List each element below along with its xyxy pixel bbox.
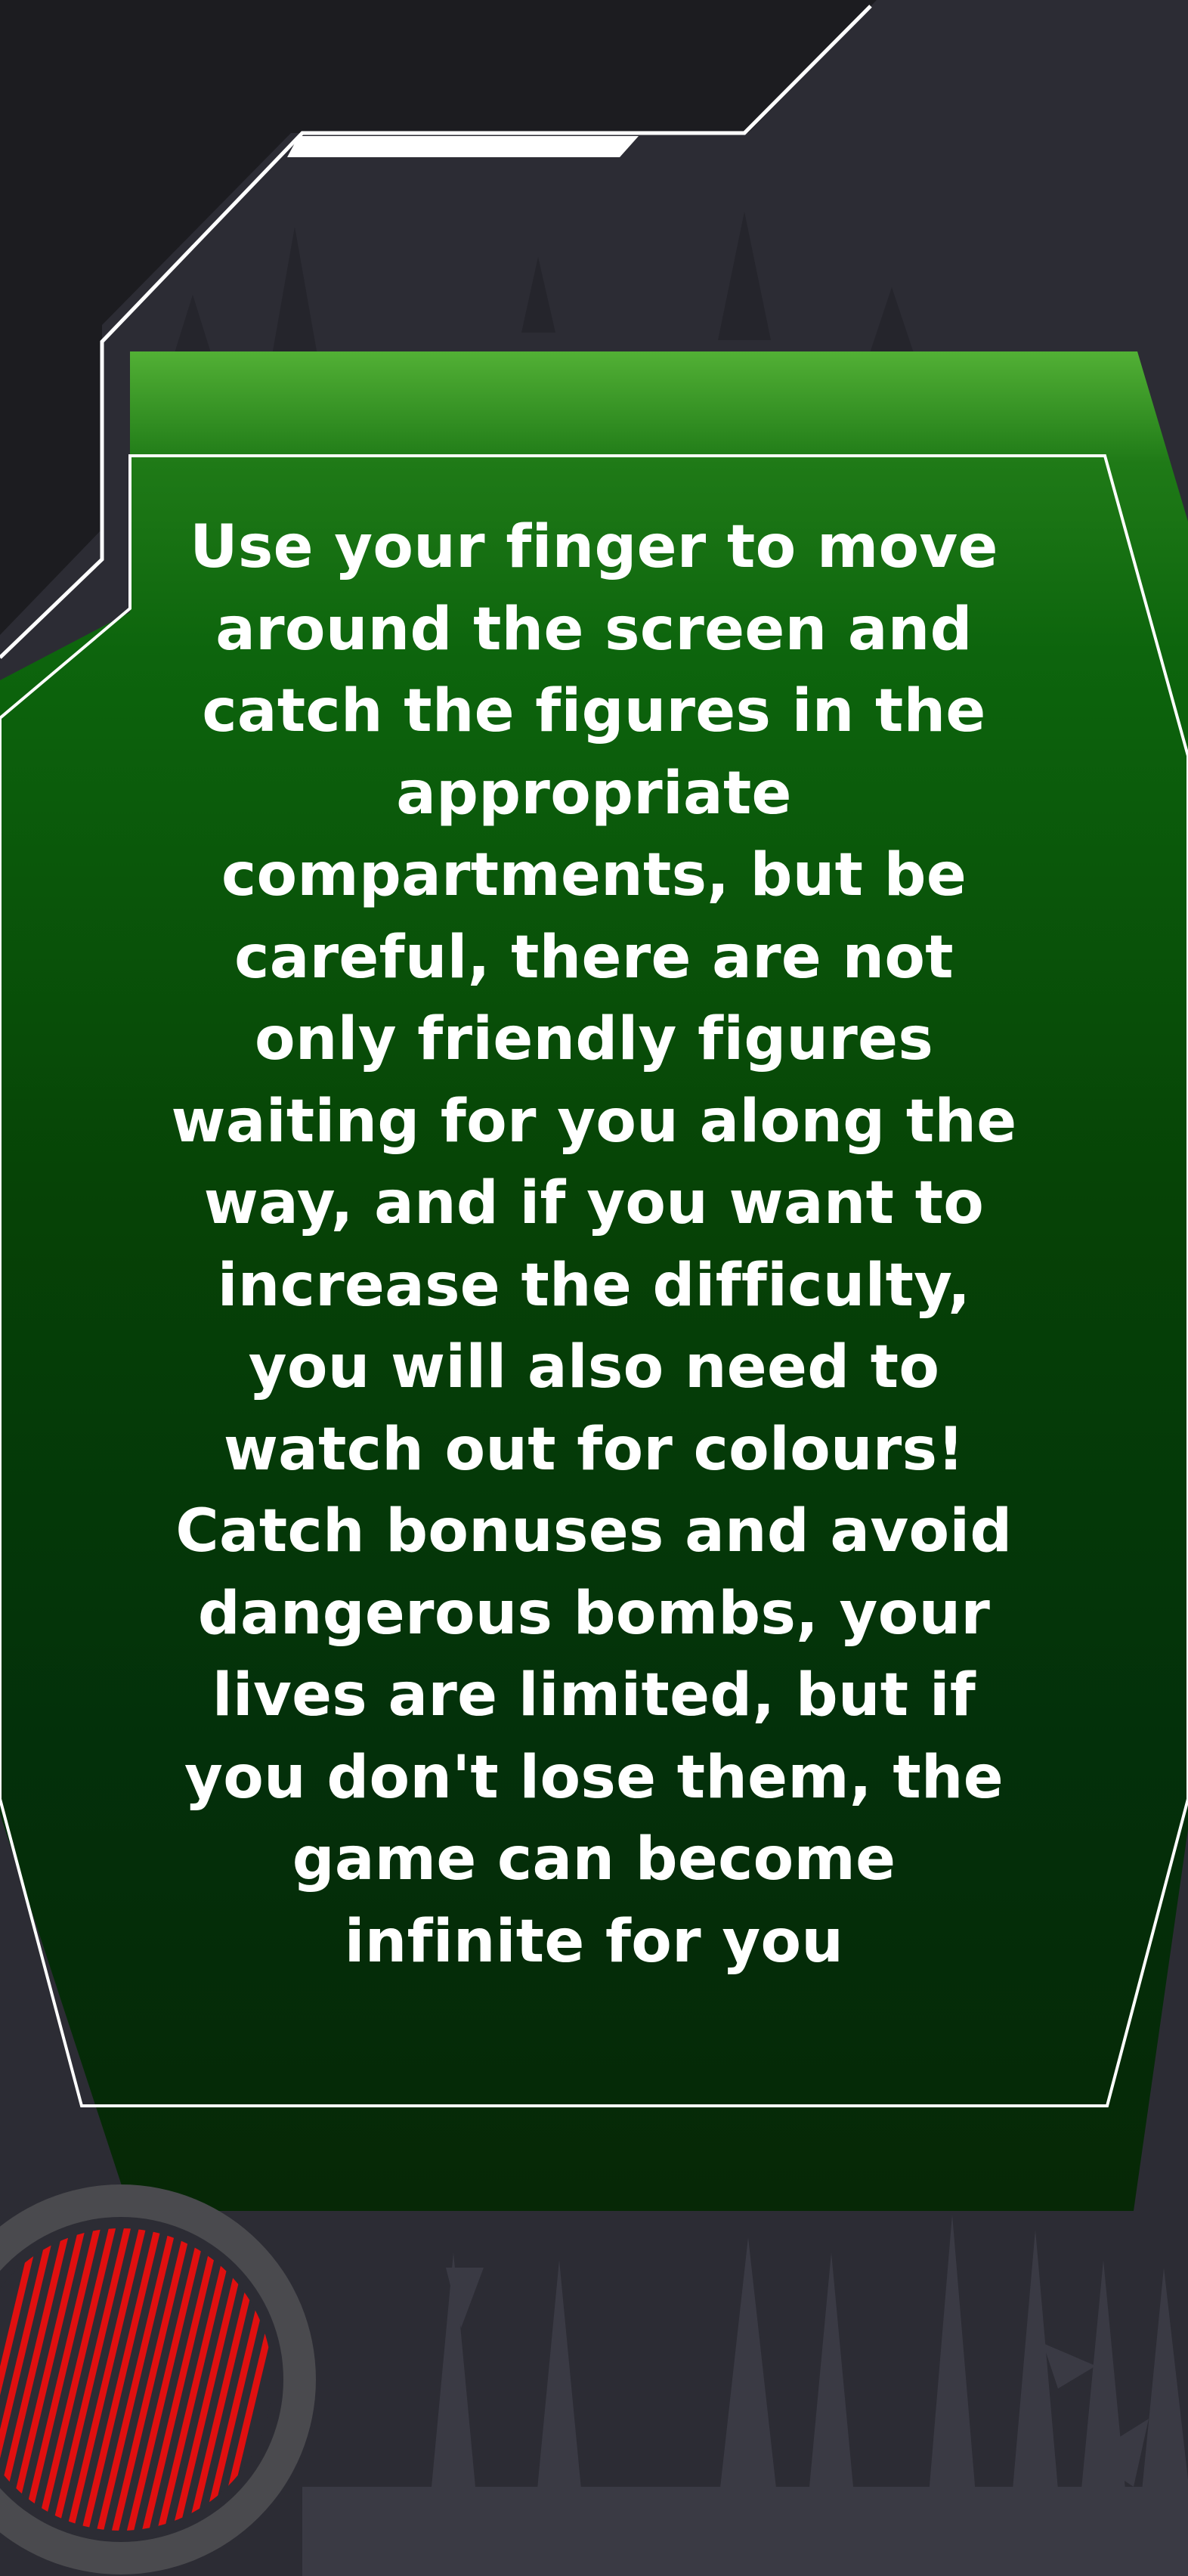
- instructions-text: Use your finger to move around the screen and catch the figures in the appropriate compartments, but be careful, there are not only friendly figures waiting for you along the way, and if you want to increase the difficulty, you will also need to watch out for colours! Catch bonuses and avoid dangerous bombs, your lives are limited, but if you don't lose them, the game can become infinite for you: [171, 513, 1017, 1976]
- header-accent-bar: [287, 136, 639, 157]
